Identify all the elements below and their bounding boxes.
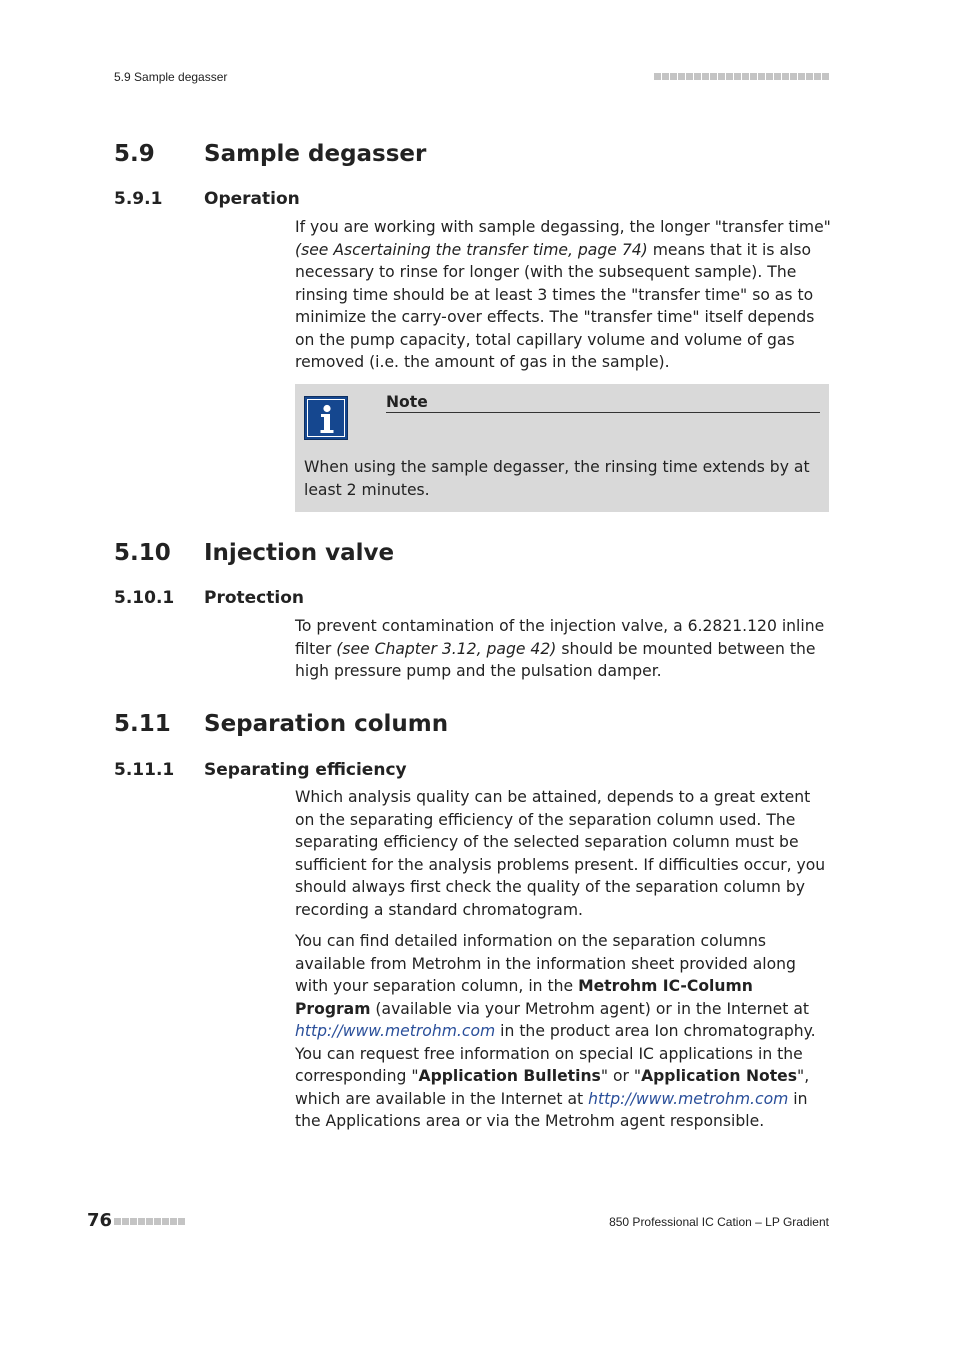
section-number: 5.9: [114, 141, 155, 167]
efficiency-paragraph-1: Which analysis quality can be attained, depends to a great extent on the separating efficiency of the separation column used. The separating efficiency of the selected separation column must be sufficient for the analysis problems present. If difficulties occur, you should always first check the quality of the separation column by recording a standard chromatogram.: [295, 788, 826, 919]
text-run: in the product area Ion chromatography. You can request free information on special IC applications in the corresponding ": [295, 1022, 816, 1085]
product-name: 850 Professional IC Cation – LP Gradient: [609, 1215, 829, 1229]
subsection-title: Operation: [204, 189, 300, 209]
bold-term: Application Notes: [641, 1067, 798, 1085]
header-decoration: [654, 73, 829, 80]
metrohm-link[interactable]: http://www.metrohm.com: [295, 1022, 496, 1040]
running-header-title: 5.9 Sample degasser: [114, 70, 228, 84]
subsection-number: 5.11.1: [114, 760, 175, 780]
section-heading-5-9: [114, 141, 426, 167]
text-run: means that it is also necessary to rinse for longer (with the subsequent sample). The rinsing time should be at least 3 times the "transfer time" so as to minimize the carry-over effects. The "transfer time" itself depends on the pump capacity, total capillary volume and volume of gas removed (i.e. the amount of gas in the sample).: [295, 240, 815, 371]
section-title: Separation column: [204, 711, 449, 737]
subsection-heading-5-9-1: [114, 189, 300, 209]
efficiency-paragraph-2: [295, 930, 831, 1133]
note-title: Note: [386, 393, 820, 413]
text-run: You can find detailed information on the separation columns available from Metrohm in the information sheet provided along with your separation column, in the: [295, 932, 796, 995]
text-run: ", which are available in the Internet at: [295, 1067, 810, 1108]
section-number: 5.10: [114, 540, 171, 566]
section-title: Injection valve: [204, 540, 395, 566]
metrohm-link[interactable]: http://www.metrohm.com: [588, 1089, 789, 1108]
note-text: When using the sample degasser, the rinsing time extends by at least 2 minutes.: [304, 458, 810, 499]
subsection-heading-5-10-1: [114, 588, 304, 608]
subsection-number: 5.9.1: [114, 189, 163, 209]
protection-paragraph: [295, 615, 831, 683]
operation-paragraph: [295, 216, 831, 374]
subsection-number: 5.10.1: [114, 588, 175, 608]
section-heading-5-11: [114, 711, 448, 737]
operation-text: [295, 216, 831, 383]
text-run: If you are working with sample degassing, the longer "transfer time": [295, 218, 831, 236]
section-number: 5.11: [114, 711, 171, 737]
text-run: (available via your Metrohm agent) or in the Internet at: [370, 999, 810, 1018]
protection-text: [295, 615, 831, 692]
efficiency-text: [295, 786, 831, 1142]
subsection-title: Protection: [204, 588, 304, 608]
info-icon: [304, 396, 348, 440]
subsection-title: Separating efficiency: [204, 760, 407, 780]
section-heading-5-10: [114, 540, 394, 566]
footer-decoration: [114, 1218, 185, 1225]
cross-reference[interactable]: (see Ascertaining the transfer time, page 74): [295, 240, 648, 259]
text-run: should be mounted between the high pressure pump and the pulsation damper.: [295, 639, 816, 680]
text-run: To prevent contamination of the injection valve, a 6.2821.120 inline filter: [295, 617, 825, 658]
text-run: " or ": [600, 1067, 642, 1085]
note-box: [295, 384, 829, 512]
cross-reference[interactable]: (see Chapter 3.12, page 42): [336, 639, 557, 658]
section-title: Sample degasser: [204, 141, 427, 167]
subsection-heading-5-11-1: [114, 760, 407, 780]
bold-term: Application Bulletins: [418, 1067, 601, 1085]
bold-term: Metrohm IC-Column Program: [295, 977, 753, 1018]
text-run: in the Applications area or via the Metrohm agent responsible.: [295, 1089, 808, 1130]
page-number: 76: [87, 1210, 113, 1231]
